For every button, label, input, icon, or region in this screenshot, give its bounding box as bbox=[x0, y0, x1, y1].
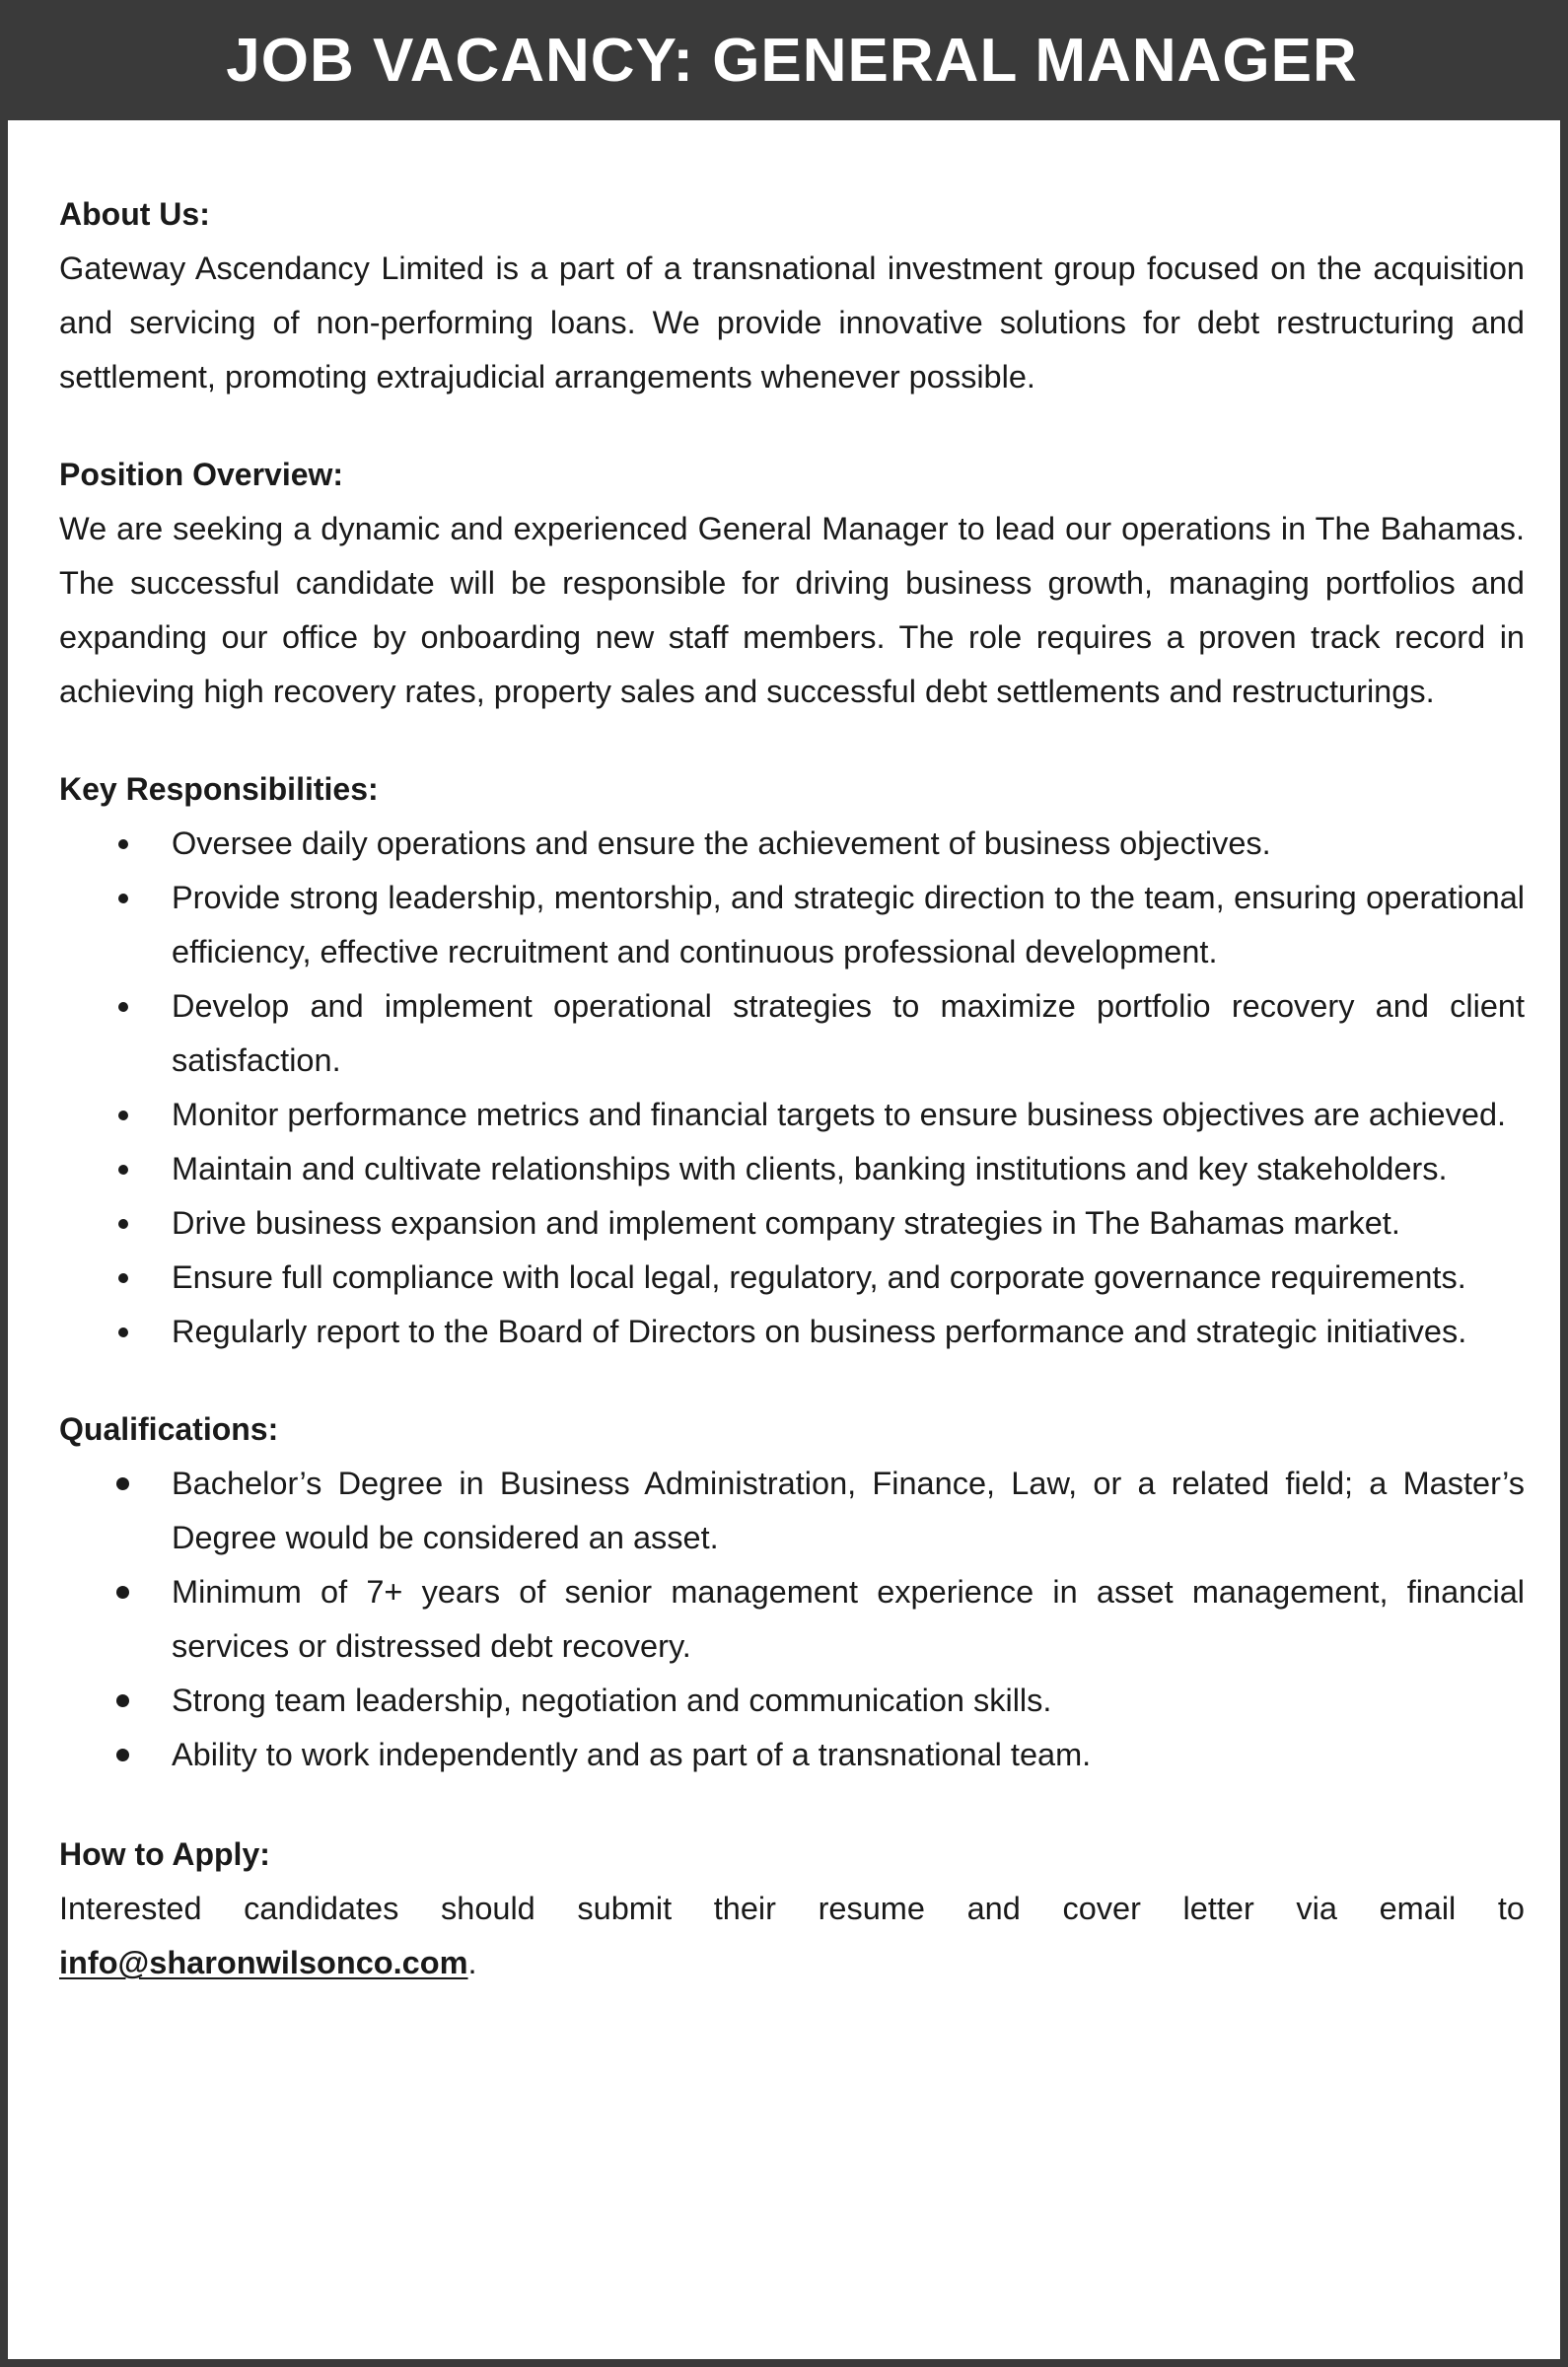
list-item-text: Strong team leadership, negotiation and communication skills. bbox=[172, 1683, 1052, 1718]
bullet-icon bbox=[118, 1219, 128, 1229]
page-title: JOB VACANCY: GENERAL MANAGER bbox=[226, 27, 1358, 95]
bullet-icon bbox=[118, 894, 128, 903]
list-item-text: Oversee daily operations and ensure the achievement of business objectives. bbox=[172, 825, 1271, 861]
list-item-text: Develop and implement operational strategies to maximize portfolio recovery and client satisfaction. bbox=[172, 988, 1525, 1078]
apply-section bbox=[59, 1828, 1525, 1990]
bullet-icon bbox=[118, 1327, 128, 1337]
bullet-icon bbox=[118, 1165, 128, 1175]
bullet-icon bbox=[116, 1694, 129, 1707]
email-link[interactable]: info@sharonwilsonco.com bbox=[59, 1945, 468, 1980]
bullet-icon bbox=[118, 1002, 128, 1012]
bullet-icon bbox=[118, 1111, 128, 1120]
list-item bbox=[59, 1088, 1525, 1142]
list-item-text: Drive business expansion and implement company strategies in The Bahamas market. bbox=[172, 1205, 1400, 1241]
list-item-text: Bachelor’s Degree in Business Administration, Finance, Law, or a related field; a Master’s Degree would be considered an asset. bbox=[172, 1466, 1525, 1555]
list-item bbox=[59, 1565, 1525, 1674]
apply-text-block bbox=[59, 1882, 1525, 1990]
list-item-text: Provide strong leadership, mentorship, and strategic direction to the team, ensuring operational efficiency, effective recruitment and continuous professional development. bbox=[172, 880, 1525, 969]
list-item-text: Minimum of 7+ years of senior management experience in asset management, financial services or distressed debt recovery. bbox=[172, 1574, 1525, 1664]
about-heading: About Us: bbox=[59, 196, 210, 232]
list-item bbox=[59, 1674, 1525, 1728]
overview-section bbox=[59, 448, 1525, 719]
responsibilities-heading: Key Responsibilities: bbox=[59, 771, 379, 807]
list-item bbox=[59, 1305, 1525, 1359]
list-item-text: Ability to work independently and as part of a transnational team. bbox=[172, 1737, 1092, 1772]
list-item bbox=[59, 817, 1525, 871]
bullet-icon bbox=[118, 839, 128, 849]
list-item-text: Monitor performance metrics and financial targets to ensure business objectives are achieved. bbox=[172, 1097, 1507, 1132]
qualifications-heading: Qualifications: bbox=[59, 1411, 279, 1447]
qualifications-section bbox=[59, 1402, 1525, 1782]
list-item bbox=[59, 979, 1525, 1088]
list-item-text: Maintain and cultivate relationships with clients, banking institutions and key stakeholders. bbox=[172, 1151, 1448, 1186]
qualifications-list bbox=[59, 1457, 1525, 1782]
list-item bbox=[59, 1728, 1525, 1782]
list-item bbox=[59, 1251, 1525, 1305]
apply-heading: How to Apply: bbox=[59, 1836, 270, 1872]
list-item-text: Regularly report to the Board of Directors on business performance and strategic initiatives. bbox=[172, 1314, 1467, 1349]
list-item bbox=[59, 871, 1525, 979]
list-item bbox=[59, 1142, 1525, 1196]
content bbox=[59, 187, 1525, 2034]
apply-period: . bbox=[467, 1945, 477, 1980]
overview-heading: Position Overview: bbox=[59, 457, 344, 492]
bullet-icon bbox=[116, 1749, 129, 1761]
overview-text: We are seeking a dynamic and experienced General Manager to lead our operations in The Bahamas. The successful candidate will be responsible for driving business growth, managing portfolios and expanding our office by onboarding new staff members. The role requires a proven track record in achieving high recovery rates, property sales and successful debt settlements and restructurings. bbox=[59, 511, 1525, 709]
about-text: Gateway Ascendancy Limited is a part of a transnational investment group focused on the acquisition and servicing of non-performing loans. We provide innovative solutions for debt restructuring and settlement, promoting extrajudicial arrangements whenever possible. bbox=[59, 251, 1525, 394]
list-item bbox=[59, 1457, 1525, 1565]
title-banner bbox=[8, 0, 1568, 120]
list-item-text: Ensure full compliance with local legal, regulatory, and corporate governance requirements. bbox=[172, 1259, 1466, 1295]
about-section bbox=[59, 187, 1525, 404]
apply-text: Interested candidates should submit their resume and cover letter via email to bbox=[59, 1891, 1525, 1926]
bullet-icon bbox=[118, 1273, 128, 1283]
responsibilities-section bbox=[59, 762, 1525, 1359]
responsibilities-list bbox=[59, 817, 1525, 1359]
list-item bbox=[59, 1196, 1525, 1251]
bullet-icon bbox=[116, 1477, 129, 1490]
bullet-icon bbox=[116, 1586, 129, 1599]
